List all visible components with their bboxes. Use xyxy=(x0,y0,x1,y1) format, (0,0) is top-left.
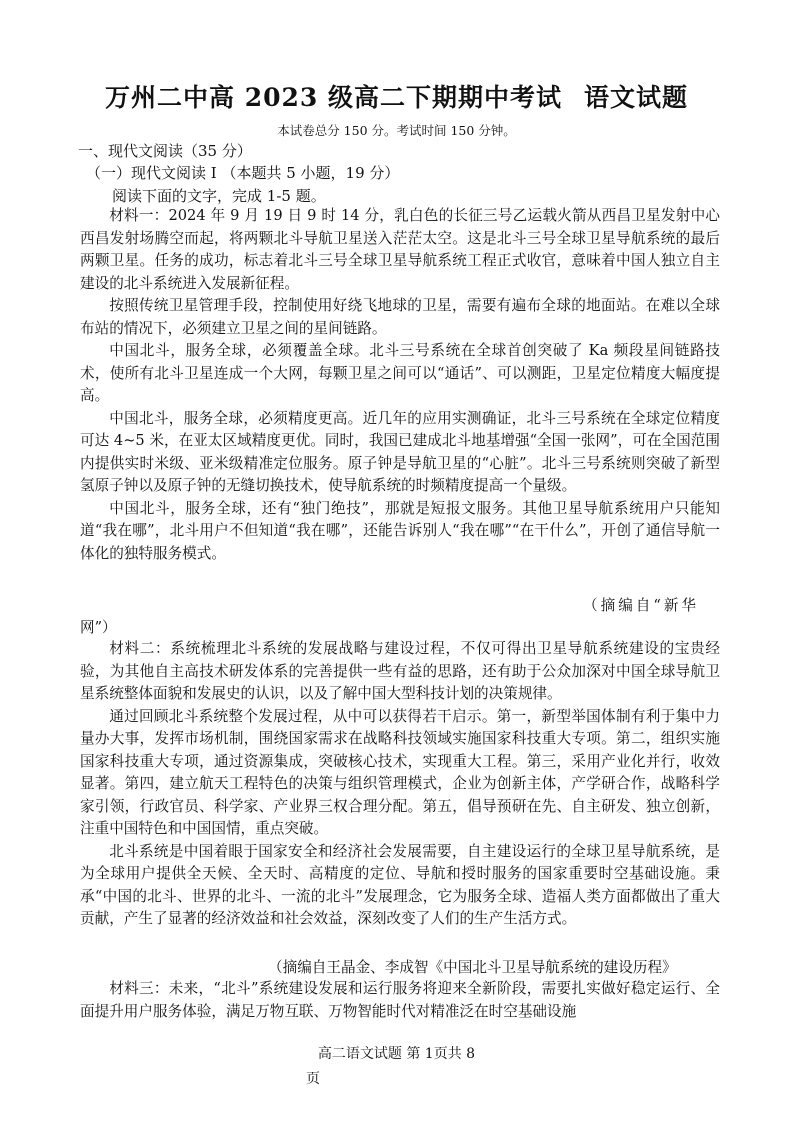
paragraph: 材料三：未来，“北斗”系统建设发展和运行服务将迎来全新阶段，需要扎实做好稳定运行、全面提升用户服务体验，满足万物互联、万物智能时代对精准泛在时空基础设施 xyxy=(80,980,720,1020)
paragraph: 中国北斗，服务全球，必须覆盖全球。北斗三号系统在全球首创突破了 Ka 频段星间链路技术，使所有北斗卫星连成一个大网，每颗卫星之间可以“通话”、可以测距，卫星定位精度大幅度提高。 xyxy=(80,342,720,404)
paragraph: 北斗系统是中国着眼于国家安全和经济社会发展需要，自主建设运行的全球卫星导航系统，是为全球用户提供全天候、全天时、高精度的定位、导航和授时服务的国家重要时空基础设施。秉承“中国的北斗、世界的北斗、一流的北斗”发展理念，它为服务全球、造福人类方面都做出了重大贡献，产生了显著的经济效益和社会效益，深刻改变了人们的生产生活方式。 xyxy=(80,842,720,927)
material-three xyxy=(80,978,720,1023)
material-two xyxy=(80,638,720,931)
paragraph: 材料一：2024 年 9 月 19 日 9 时 14 分，乳白色的长征三号乙运载火箭从西昌卫星发射中心西昌发射场腾空而起，将两颗北斗导航卫星送入茫茫太空。这是北斗三号全球卫星导航系统的最后两颗卫星。任务的成功，标志着北斗三号全球卫星导航系统工程正式收官，意味着中国人独立自主建设的北斗系统进入发展新征程。 xyxy=(80,207,720,292)
exam-info: 本试卷总分 150 分。考试时间 150 分钟。 xyxy=(277,123,516,138)
paragraph: 按照传统卫星管理手段，控制使用好绕飞地球的卫星，需要有遍布全球的地面站。在难以全球布站的情况下，必须建立卫星之间的星间链路。 xyxy=(80,297,720,337)
paragraph: 中国北斗，服务全球，必须精度更高。近几年的应用实测确证，北斗三号系统在全球定位精度可达 4~5 米，在亚太区域精度更优。同时，我国已建成北斗地基增强“全国一张网”，可在全国范围内提供实时米级、亚米级精准定位服务。原子钟是导航卫星的“心脏”。北斗三号系统则突破了新型氢原子钟以及原子钟的无缝切换技术，使导航系统的时频精度提高一个量级。 xyxy=(80,409,720,494)
page-title xyxy=(0,78,793,114)
page-footer-wrap: 页 xyxy=(306,1071,320,1087)
section-heading: 一、现代文阅读（35 分） xyxy=(78,142,252,160)
source-citation: （摘编自王晶金、李成智《中国北斗卫星导航系统的建设历程》 xyxy=(268,959,677,976)
source-citation: （摘编自“新华 xyxy=(583,597,700,614)
paragraph: 材料二：系统梳理北斗系统的发展战略与建设过程，不仅可得出卫星导航系统建设的宝贵经验，为其他自主高技术研发体系的完善提供一些有益的思路，还有助于公众加深对中国全球导航卫星系统整体面貌和发展史的认识，以及了解中国大型科技计划的决策规律。 xyxy=(80,640,720,702)
title-subject: 语文试题 xyxy=(583,83,688,112)
subsection-heading: （一）现代文阅读 I （本题共 5 小题，19 分） xyxy=(86,164,400,182)
material-one xyxy=(80,205,720,565)
instruction: 阅读下面的文字，完成 1-5 题。 xyxy=(112,187,326,205)
paragraph: 中国北斗，服务全球，还有“独门绝技”，那就是短报文服务。其他卫星导航系统用户只能知道“我在哪”，北斗用户不但知道“我在哪”，还能告诉别人“我在哪”“在干什么”，开创了通信导航一体化的独特服务模式。 xyxy=(80,499,720,562)
title-main: 万州二中高 2023 级高二下期期中考试 xyxy=(104,83,562,112)
page-footer: 高二语文试题 第 1页共 8 xyxy=(317,1046,476,1062)
paragraph: 通过回顾北斗系统整个发展过程，从中可以获得若干启示。第一，新型举国体制有利于集中力量办大事，发挥市场机制，围绕国家需求在战略科技领域实施国家科技重大专项。第二，组织实施国家科技重大专项，通过资源集成，突破核心技术，实现重大工程。第三，采用产业化并行，收效显著。第四，建立航天工程特色的决策与组织管理模式，企业为创新主体，产学研合作，战略科学家引领，行政官员、科学家、产业界三权合理分配。第五，倡导预研在先、自主研发、独立创新，注重中国特色和中国国情，重点突破。 xyxy=(80,707,720,837)
source-citation-end: 网”） xyxy=(80,619,117,636)
